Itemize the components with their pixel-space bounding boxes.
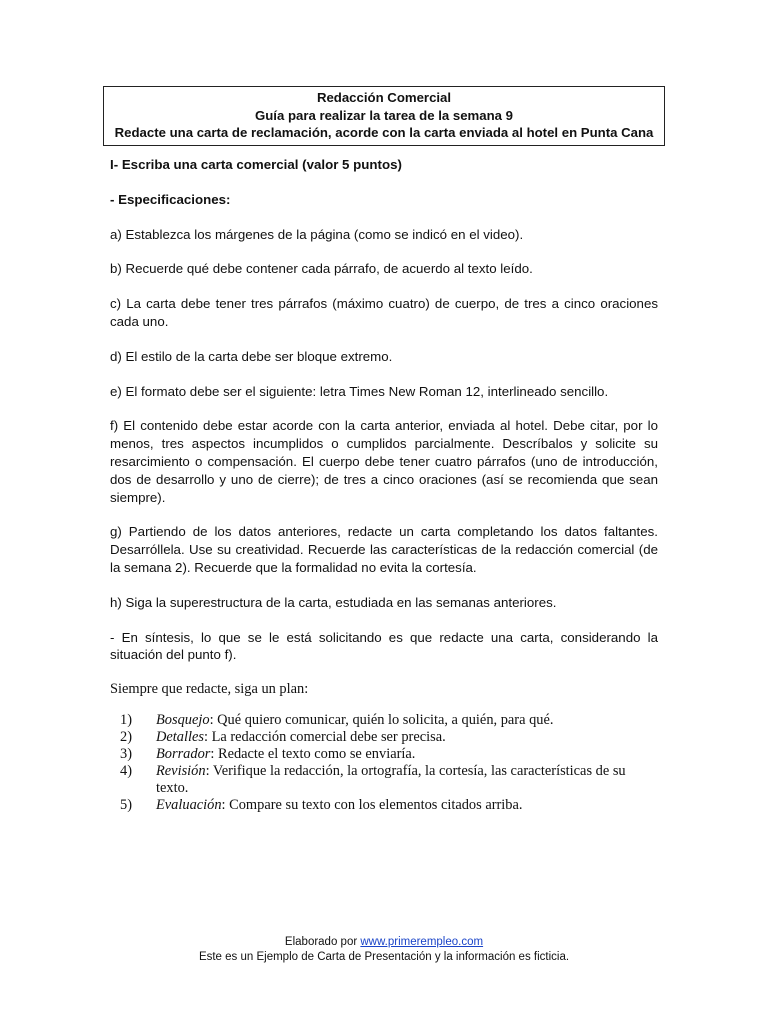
spec-item-c: c) La carta debe tener tres párrafos (máximo cuatro) de cuerpo, de tres a cinco oraciones cada uno. [110, 296, 658, 329]
header-instruction: Redacte una carta de reclamación, acorde con la carta enviada al hotel en Punta Cana [114, 125, 654, 140]
plan-step-number: 3) [120, 746, 132, 763]
spec-item-g: g) Partiendo de los datos anteriores, redacte un carta completando los datos faltantes. Desarróllela. Use su creatividad. Recuerde las características de la redacción comercial (de la semana 2). Recuerde que la formalidad no evita la cortesía. [110, 524, 658, 575]
plan-step-text: : Qué quiero comunicar, quién lo solicita, a quién, para qué. [209, 712, 554, 729]
plan-step-term: Borrador [156, 746, 211, 763]
plan-step [110, 797, 650, 814]
header-subtitle: Guía para realizar la tarea de la semana 9 [254, 107, 514, 123]
plan-step-term: Evaluación [156, 797, 222, 814]
plan-step [110, 729, 650, 746]
plan-step-text: : La redacción comercial debe ser precisa. [203, 729, 446, 746]
specifications-title: - Especificaciones: [110, 191, 231, 207]
plan-step [110, 763, 650, 797]
writing-plan [110, 681, 658, 814]
primerempleo-link[interactable]: www.primerempleo.com [360, 936, 484, 948]
spec-item-f: f) El contenido debe estar acorde con la carta anterior, enviada al hotel. Debe citar, por lo menos, tres aspectos incumplidos o cumplidos parcialmente. Descríbalos y solicite su resarcimiento o compensación. El cuerpo debe tener cuatro párrafos (uno de introducción, dos de desarrollo y uno de cierre); de tres a cinco oraciones (así se recomienda que sean siempre). [110, 418, 658, 505]
plan-step-text: : Compare su texto con los elementos citados arriba. [221, 797, 523, 814]
plan-step-text: : Verifique la redacción, la ortografía, la cortesía, las características de su texto. [156, 763, 626, 797]
plan-step-term: Revisión [156, 763, 206, 780]
plan-steps-list [110, 712, 658, 814]
plan-step-number: 2) [120, 729, 132, 746]
section-title: I- Escriba una carta comercial (valor 5 puntos) [110, 157, 402, 172]
plan-step [110, 746, 650, 763]
plan-step-number: 1) [120, 712, 132, 729]
footer-prefix: Elaborado por [284, 936, 361, 948]
spec-item-b: b) Recuerde qué debe contener cada párrafo, de acuerdo al texto leído. [110, 261, 533, 277]
footer-credit [0, 935, 768, 950]
plan-step [110, 712, 650, 729]
header-title: Redacción Comercial [316, 90, 452, 105]
spec-item-h: h) Siga la superestructura de la carta, estudiada en las semanas anteriores. [110, 594, 557, 610]
plan-step-number: 5) [120, 797, 132, 814]
plan-step-number: 4) [120, 763, 132, 780]
plan-intro: Siempre que redacte, siga un plan: [110, 681, 309, 698]
summary-paragraph: - En síntesis, lo que se le está solicitando es que redacte una carta, considerando la situación del punto f). [110, 629, 658, 663]
footer [0, 935, 768, 965]
plan-step-term: Detalles [156, 729, 204, 746]
document-body [110, 156, 658, 814]
plan-step-text: : Redacte el texto como se enviaría. [210, 746, 416, 763]
header-box [103, 86, 665, 146]
spec-item-a: a) Establezca los márgenes de la página (como se indicó en el video). [110, 226, 524, 242]
plan-step-term: Bosquejo [156, 712, 210, 729]
spec-item-e: e) El formato debe ser el siguiente: letra Times New Roman 12, interlineado sencillo. [110, 383, 609, 399]
spec-item-d: d) El estilo de la carta debe ser bloque extremo. [110, 348, 393, 364]
footer-disclaimer: Este es un Ejemplo de Carta de Presentación y la información es ficticia. [198, 951, 570, 963]
